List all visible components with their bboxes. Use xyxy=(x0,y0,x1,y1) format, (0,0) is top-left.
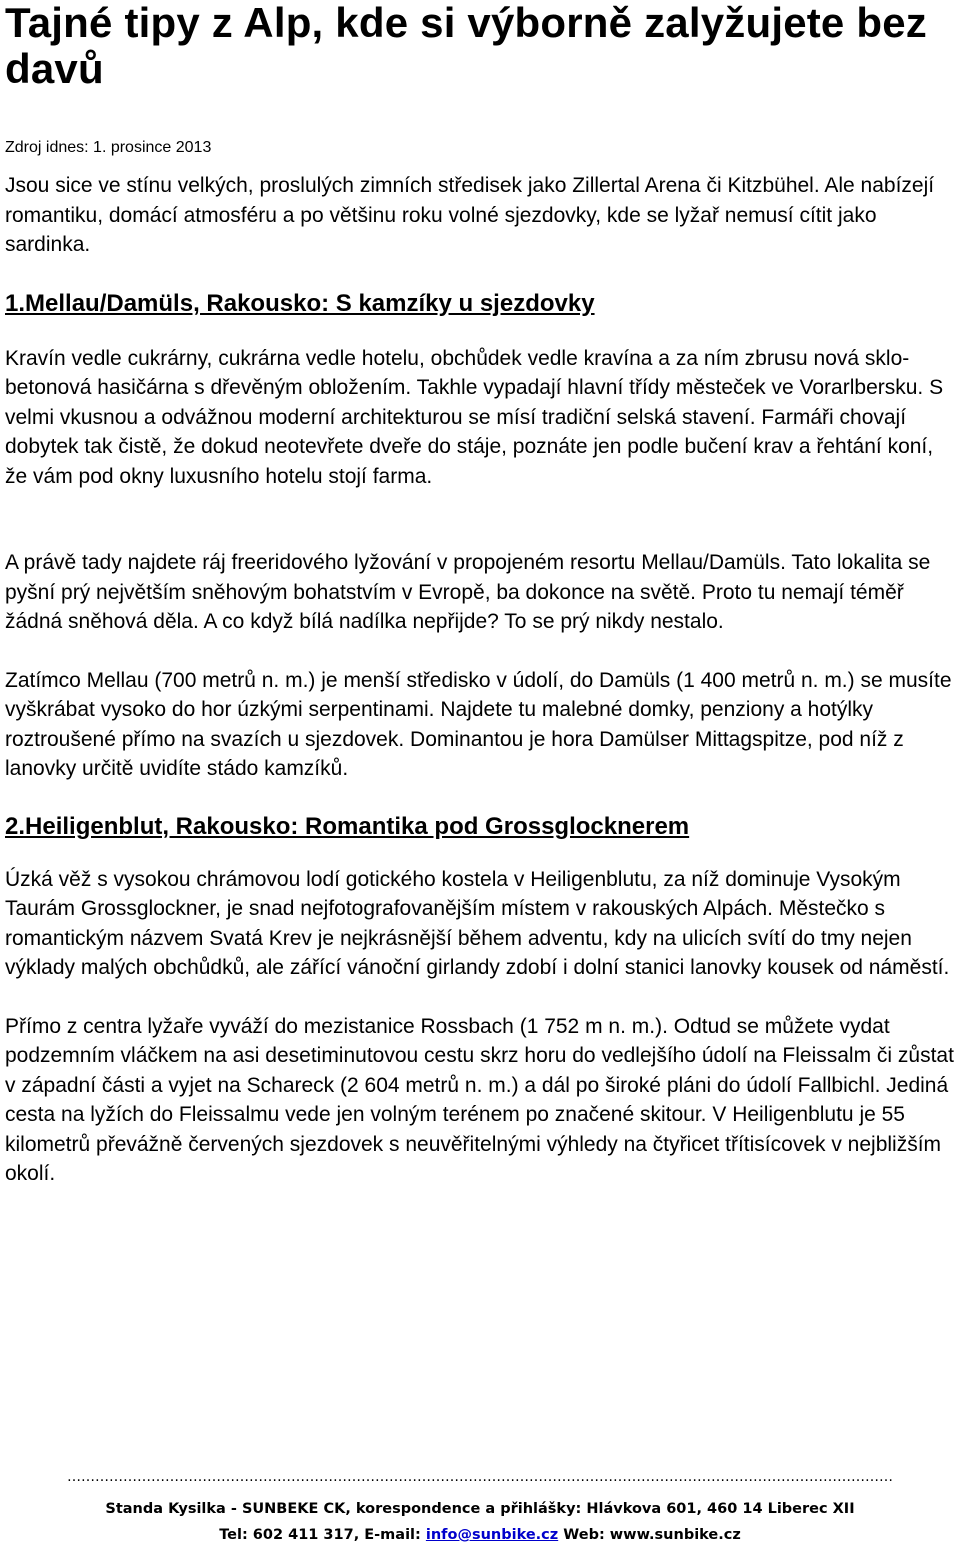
page-footer xyxy=(0,1470,960,1548)
section-1-paragraph-2: A právě tady najdete ráj freeridového lyžování v propojeném resortu Mellau/Damüls. Tato lokalita se pyšní prý největším sněhovým bohatstvím v Evropě, ba dokonce na světě. Proto tu nemají téměř žádná sněhová děla. A co když bílá nadílka nepřijde? To se prý nikdy nestalo. xyxy=(5,551,931,633)
section-2-paragraph-1: Úzká věž s vysokou chrámovou lodí gotického kostela v Heiligenblutu, za níž dominuje Vysokým Taurám Grossglockner, je snad nejfotografovanějším místem v rakouských Alpách. Městečko s romantickým názvem Svatá Krev je nejkrásnější během adventu, kdy na ulicích svítí do tmy nejen výklady malých obchůdků, ale zářící vánoční girlandy zdobí i dolní stanici lanovky kousek od náměstí. xyxy=(5,867,950,979)
section-1-paragraph-1: Kravín vedle cukrárny, cukrárna vedle hotelu, obchůdek vedle kravína a za ním zbrusu nová sklo-betonová hasičárna s dřevěným obložením. Takhle vypadají hlavní třídy městeček ve Vorarlbersku. S velmi vkusnou a odvážnou moderní architekturou se mísí tradiční selská stavení. Farmáři chovají dobytek tak čistě, že dokud neotevřete dveře do stáje, poznáte jen podle bučení krav a řehtání koní, že vám pod okny luxusního hotelu stojí farma. xyxy=(5,346,944,488)
section-2-paragraph-2: Přímo z centra lyžaře vyváží do mezistanice Rossbach (1 752 m n. m.). Odtud se můžete vydat podzemním vláčkem na asi desetiminutovou cestu skrz horu do vedlejšího údolí na Fleissalm či zůstat v západní části a vyjet na Schareck (2 604 metrů n. m.) a dál po široké pláni do údolí Fallbichl. Jediná cesta na lyžích do Fleissalmu vede jen volným terénem po značené skitour. V Heiligenblutu je 55 kilometrů převážně červených sjezdovek s neuvěřitelnými výhledy na čtyřicet třítisícovek v nejbližším okolí. xyxy=(5,1014,954,1185)
footer-phone: Tel: 602 411 317, E-mail: xyxy=(219,1527,426,1543)
section-1-heading: 1.Mellau/Damüls, Rakousko: S kamzíky u sjezdovky xyxy=(5,289,595,317)
email-link[interactable]: info@sunbike.cz xyxy=(425,1527,559,1543)
lead-paragraph: Jsou sice ve stínu velkých, proslulých zimních středisek jako Zillertal Arena či Kitzbühel. Ale nabízejí romantiku, domácí atmosféru a po většinu roku volné sjezdovky, kde se lyžař nemusí cítit jako sardinka. xyxy=(5,174,935,256)
section-1-paragraph-3: Zatímco Mellau (700 metrů n. m.) je menší středisko v údolí, do Damüls (1 400 metrů n. m.) se musíte vyškrábat vysoko do hor úzkými serpentinami. Najdete tu malebné domky, penziony a hotýlky roztroušené přímo na svazích u sjezdovek. Dominantou je hora Damülser Mittagspitze, pod níž z lanovky určitě uvidíte stádo kamzíků. xyxy=(5,668,952,780)
footer-dotted-rule: …………………………………………………………………………………………………………………………………………………………… xyxy=(67,1470,893,1484)
footer-web: Web: www.sunbike.cz xyxy=(558,1527,741,1543)
footer-contact-line xyxy=(0,1522,960,1548)
document-page xyxy=(5,0,960,1189)
article-title: Tajné tipy z Alp, kde si výborně zalyžujete bez davů xyxy=(5,0,927,92)
source-line: Zdroj idnes: 1. prosince 2013 xyxy=(5,139,212,156)
section-2-heading: 2.Heiligenblut, Rakousko: Romantika pod Grossglocknerem xyxy=(5,812,690,840)
footer-address-line: Standa Kysilka - SUNBEKE CK, korespondence a přihlášky: Hlávkova 601, 460 14 Liberec XII xyxy=(105,1501,855,1517)
